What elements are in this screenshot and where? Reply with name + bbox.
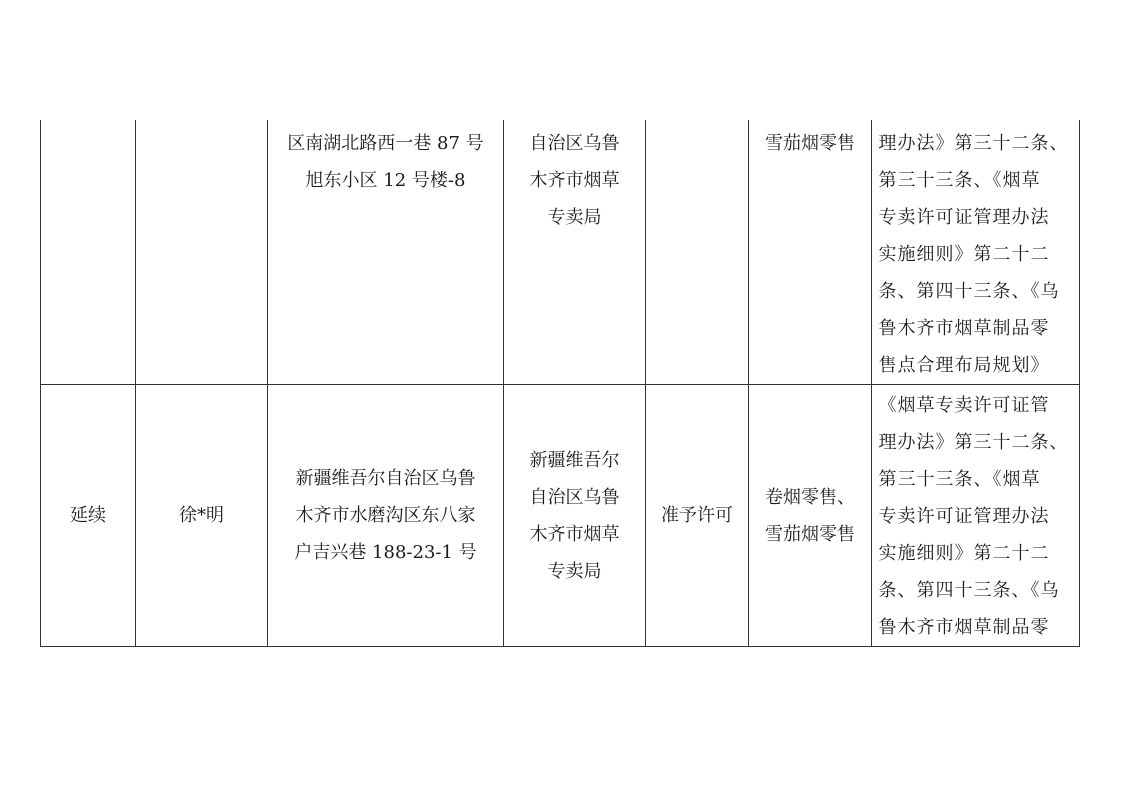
authority-line: 木齐市烟草: [529, 523, 620, 545]
basis-line: 理办法》第三十二条、: [878, 432, 1069, 453]
basis-line: 理办法》第三十二条、: [878, 133, 1069, 154]
basis-line: 第三十三条、《烟草: [878, 170, 1041, 191]
decision-cell: [646, 120, 749, 385]
type-cell: [41, 385, 136, 647]
basis-line: 售点合理布局规划》: [878, 355, 1050, 376]
address-line: 旭东小区 12 号楼-8: [305, 170, 466, 191]
authority-line: 自治区乌鲁: [529, 486, 620, 508]
decision-cell: [646, 385, 749, 647]
type-value: 延续: [70, 505, 106, 526]
scope-line: 雪茄烟零售: [765, 133, 855, 154]
address-line: 木齐市水磨沟区东八家: [295, 505, 476, 526]
table-row: [41, 385, 1080, 647]
address-line: 区南湖北路西一巷 87 号: [287, 133, 484, 154]
address-cell: [268, 120, 504, 385]
type-cell: [41, 120, 136, 385]
basis-line: 条、第四十三条、《乌: [878, 580, 1060, 601]
address-line: 新疆维吾尔自治区乌鲁: [295, 468, 476, 489]
authority-cell: [504, 120, 646, 385]
basis-line: 鲁木齐市烟草制品零: [878, 617, 1050, 638]
authority-line: 自治区乌鲁: [529, 133, 620, 154]
basis-line: 《烟草专卖许可证管: [878, 395, 1050, 416]
basis-cell: [872, 385, 1080, 647]
basis-line: 实施细则》第二十二: [878, 244, 1050, 265]
basis-line: 鲁木齐市烟草制品零: [878, 318, 1050, 339]
name-value: 徐*明: [179, 505, 224, 526]
authority-cell: [504, 385, 646, 647]
authority-line: 专卖局: [547, 560, 602, 582]
basis-line: 专卖许可证管理办法: [878, 207, 1050, 228]
name-cell: [136, 120, 268, 385]
address-line: 户吉兴巷 188-23-1 号: [294, 542, 477, 563]
basis-line: 第三十三条、《烟草: [878, 469, 1041, 490]
authority-line: 专卖局: [547, 207, 602, 228]
basis-line: 专卖许可证管理办法: [878, 506, 1050, 527]
authority-line: 新疆维吾尔: [529, 449, 620, 471]
basis-line: 实施细则》第二十二: [878, 543, 1050, 564]
authority-line: 木齐市烟草: [529, 170, 620, 191]
address-cell: [268, 385, 504, 647]
decision-value: 准予许可: [661, 505, 733, 526]
scope-cell: [749, 385, 872, 647]
permit-table: [40, 120, 1080, 647]
basis-line: 条、第四十三条、《乌: [878, 281, 1060, 302]
name-cell: [136, 385, 268, 647]
basis-cell: [872, 120, 1080, 385]
scope-cell: [749, 120, 872, 385]
table-row: [41, 120, 1080, 385]
scope-line: 卷烟零售、: [765, 486, 855, 508]
scope-line: 雪茄烟零售: [765, 523, 855, 545]
